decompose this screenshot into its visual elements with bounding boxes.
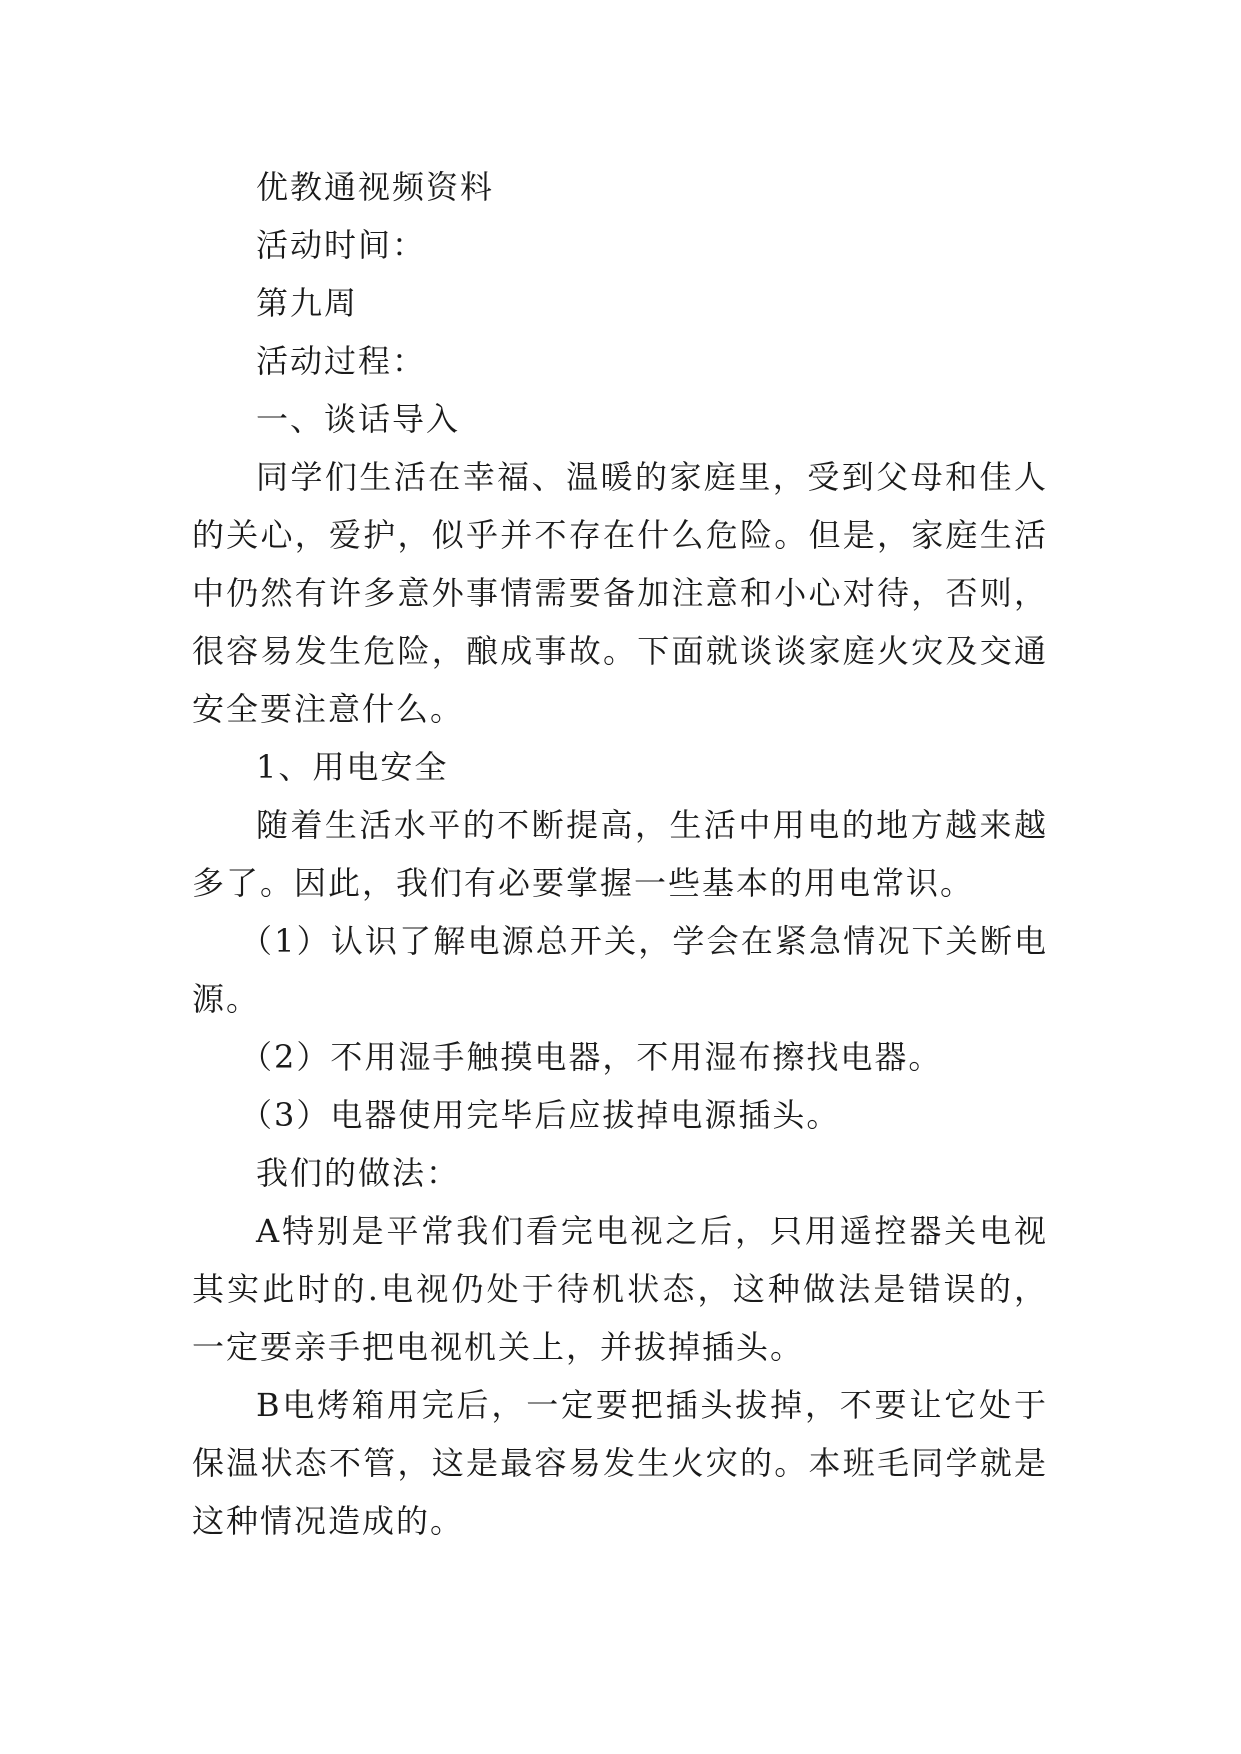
section-heading-electric-safety: 1、用电安全 — [256, 748, 449, 786]
document-body — [192, 158, 1048, 1550]
practice-item-a: A特别是平常我们看完电视之后，只用遥控器关电视其实此时的.电视仍处于待机状态，这种做法是错误的，一定要亲手把电视机关上，并拔掉插头。 — [192, 1212, 1048, 1366]
our-practice-label: 我们的做法： — [256, 1154, 461, 1192]
activity-time-label: 活动时间： — [256, 226, 427, 264]
electric-safety-paragraph: 随着生活水平的不断提高，生活中用电的地方越来越多了。因此，我们有必要掌握一些基本的用电常识。 — [192, 806, 1048, 902]
practice-item-b: B电烤箱用完后，一定要把插头拔掉，不要让它处于保温状态不管，这是最容易发生火灾的。本班毛同学就是这种情况造成的。 — [192, 1386, 1048, 1540]
rule-item-3: （3）电器使用完毕后应拔掉电源插头。 — [240, 1096, 841, 1134]
activity-process-label: 活动过程： — [256, 342, 427, 380]
rule-item-1: （1）认识了解电源总开关，学会在紧急情况下关断电源。 — [192, 922, 1048, 1018]
activity-time-value: 第九周 — [256, 284, 359, 322]
intro-paragraph: 同学们生活在幸福、温暖的家庭里，受到父母和佳人的关心，爱护，似乎并不存在什么危险。但是，家庭生活中仍然有许多意外事情需要备加注意和小心对待，否则，很容易发生危险，酿成事故。下面就谈谈家庭火灾及交通安全要注意什么。 — [192, 458, 1048, 728]
doc-title-line: 优教通视频资料 — [256, 168, 495, 206]
section-heading-intro: 一、谈话导入 — [256, 400, 461, 438]
rule-item-2: （2）不用湿手触摸电器，不用湿布擦找电器。 — [240, 1038, 943, 1076]
